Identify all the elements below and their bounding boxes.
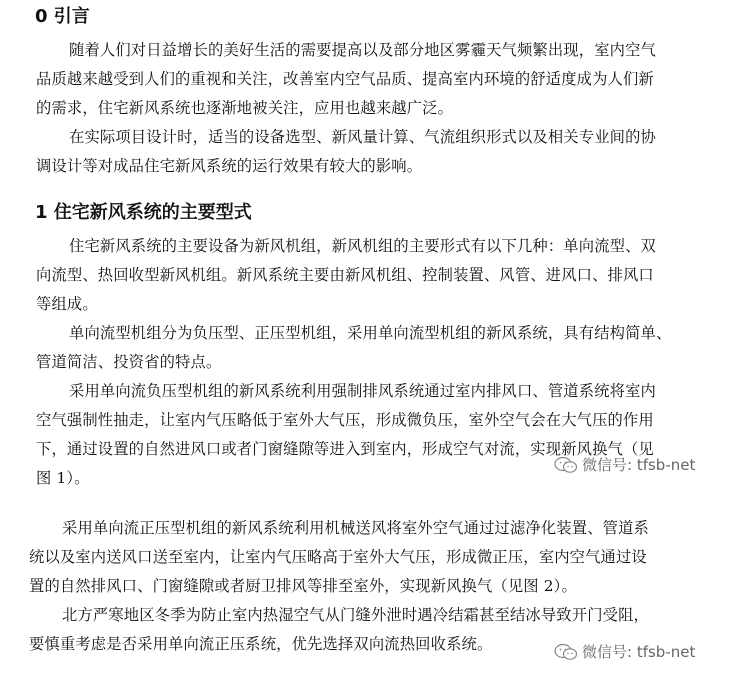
- text-line: 空气强制性抽走，让室内气压略低于室外大气压，形成微负压，室外空气会在大气压的作用: [36, 411, 654, 429]
- text-line: 采用单向流负压型机组的新风系统利用强制排风系统通过室内排风口、管道系统将室内: [69, 382, 656, 400]
- text-line: 向流型、热回收型新风机组。新风系统主要由新风机组、控制装置、风管、进风口、排风口: [36, 266, 654, 284]
- text-line: 北方严寒地区冬季为防止室内热湿空气从门缝外泄时遇冷结霜甚至结冰导致开门受阻，: [62, 606, 649, 624]
- text-line: 的需求，住宅新风系统也逐渐地被关注，应用也越来越广泛。: [36, 99, 454, 117]
- wechat-icon: [554, 643, 578, 661]
- text-line: 图 1）。: [36, 469, 90, 487]
- wechat-watermark: [554, 454, 695, 475]
- section-1-heading: 1 住宅新风系统的主要型式: [35, 202, 252, 223]
- wechat-icon: [554, 456, 578, 474]
- wechat-watermark: [554, 641, 695, 662]
- text-line: 单向流型机组分为负压型、正压型机组，采用单向流型机组的新风系统，具有结构简单、: [69, 324, 672, 342]
- text-line: 采用单向流正压型机组的新风系统利用机械送风将室外空气通过过滤净化装置、管道系: [62, 519, 649, 537]
- text-line: 置的自然排风口、门窗缝隙或者厨卫排风等排至室外，实现新风换气（见图 2）。: [29, 577, 577, 595]
- text-line: 随着人们对日益增长的美好生活的需要提高以及部分地区雾霾天气频繁出现，室内空气: [69, 41, 656, 59]
- section-0-heading: 0 引言: [35, 6, 90, 27]
- watermark-text: 微信号: tfsb-net: [582, 643, 696, 661]
- text-line: 在实际项目设计时，适当的设备选型、新风量计算、气流组织形式以及相关专业间的协: [69, 128, 656, 146]
- text-line: 下，通过设置的自然进风口或者门窗缝隙等进入到室内，形成空气对流，实现新风换气（见: [36, 440, 654, 458]
- text-line: 住宅新风系统的主要设备为新风机组，新风机组的主要形式有以下几种：单向流型、双: [69, 237, 656, 255]
- text-line: 调设计等对成品住宅新风系统的运行效果有较大的影响。: [36, 157, 423, 175]
- text-line: 管道简洁、投资省的特点。: [36, 353, 222, 371]
- text-line: 统以及室内送风口送至室内，让室内气压略高于室外大气压，形成微正压，室内空气通过设: [29, 548, 647, 566]
- text-line: 等组成。: [36, 295, 98, 313]
- watermark-text: 微信号: tfsb-net: [582, 456, 696, 474]
- text-line: 要慎重考虑是否采用单向流正压系统，优先选择双向流热回收系统。: [29, 635, 493, 653]
- text-line: 品质越来越受到人们的重视和关注，改善室内空气品质、提高室内环境的舒适度成为人们新: [36, 70, 654, 88]
